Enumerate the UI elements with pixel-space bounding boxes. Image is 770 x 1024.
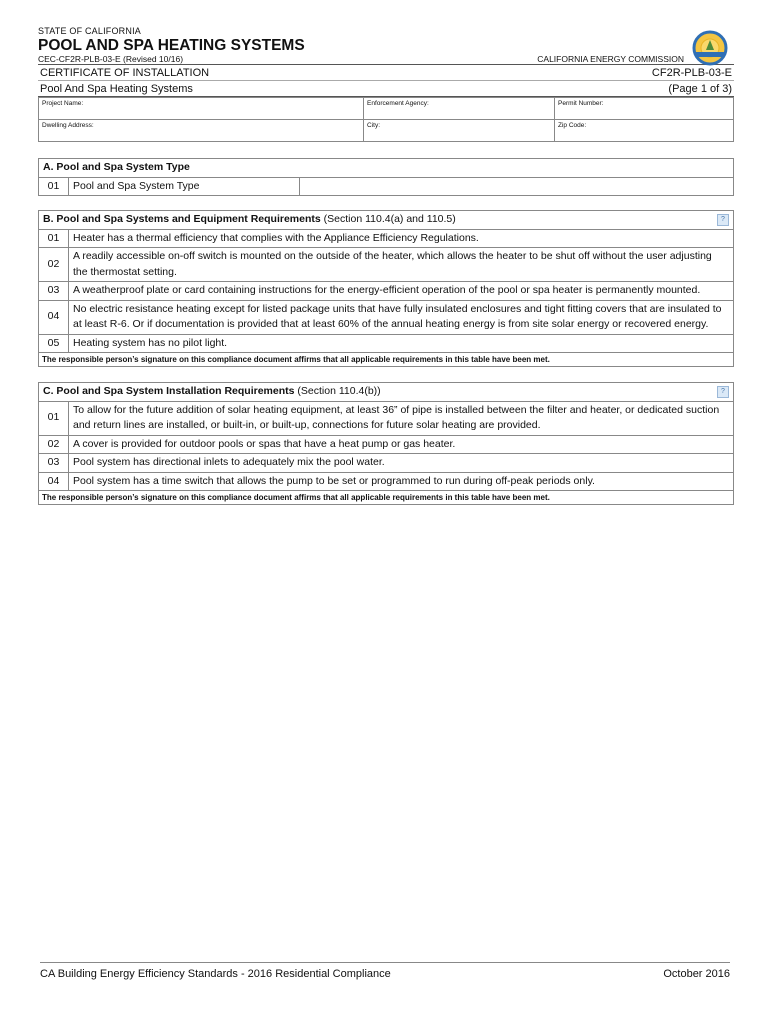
row-text: Pool and Spa System Type bbox=[69, 177, 300, 196]
project-info-table bbox=[38, 97, 734, 142]
row-number: 02 bbox=[39, 248, 69, 282]
section-b-table bbox=[38, 210, 734, 367]
row-text: To allow for the future addition of solar heating equipment, at least 36” of pipe is installed between the filter and heater, or dedicated suction and return lines are installed, or built-in, or built-up, connections for future solar heating are provided. bbox=[69, 401, 734, 435]
row-text: Heating system has no pilot light. bbox=[69, 334, 734, 353]
table-row bbox=[39, 177, 734, 196]
zip-code-field[interactable]: Zip Code: bbox=[555, 120, 734, 142]
form-id: CF2R-PLB-03-E bbox=[651, 67, 732, 79]
row-number: 01 bbox=[39, 401, 69, 435]
section-b-affirmation: The responsible person’s signature on this compliance document affirms that all applicable requirements in this table have been met. bbox=[39, 353, 734, 367]
table-row bbox=[39, 454, 734, 473]
table-row bbox=[39, 401, 734, 435]
help-icon[interactable]: ? bbox=[717, 214, 729, 226]
table-row bbox=[39, 435, 734, 454]
row-text: Heater has a thermal efficiency that complies with the Appliance Efficiency Regulations. bbox=[69, 229, 734, 248]
city-field[interactable]: City: bbox=[364, 120, 555, 142]
row-text: Pool system has a time switch that allows the pump to be set or programmed to run during off-peak periods only. bbox=[69, 472, 734, 491]
section-c-affirmation: The responsible person’s signature on this compliance document affirms that all applicable requirements in this table have been met. bbox=[39, 491, 734, 505]
row-text: A weatherproof plate or card containing instructions for the energy-efficient operation of the pool or spa heater is permanently mounted. bbox=[69, 282, 734, 301]
row-number: 03 bbox=[39, 454, 69, 473]
section-c-table bbox=[38, 382, 734, 505]
page-number: (Page 1 of 3) bbox=[668, 83, 732, 95]
row-number: 04 bbox=[39, 300, 69, 334]
cec-seal-icon bbox=[692, 30, 728, 66]
help-icon[interactable]: ? bbox=[717, 386, 729, 398]
form-code-row bbox=[38, 54, 734, 64]
footer-date: October 2016 bbox=[663, 968, 730, 980]
footer-standards: CA Building Energy Efficiency Standards - 2016 Residential Compliance bbox=[40, 968, 391, 980]
table-row bbox=[39, 282, 734, 301]
row-number: 02 bbox=[39, 435, 69, 454]
row-text: A cover is provided for outdoor pools or spas that have a heat pump or gas heater. bbox=[69, 435, 734, 454]
certificate-row bbox=[38, 64, 734, 80]
form-subtitle: Pool And Spa Heating Systems bbox=[40, 83, 193, 95]
page-footer bbox=[40, 962, 730, 980]
subtitle-row bbox=[38, 80, 734, 97]
row-number: 01 bbox=[39, 177, 69, 196]
row-text: A readily accessible on-off switch is mounted on the outside of the heater, which allows the heater to be shut off without the user adjusting the thermostat setting. bbox=[69, 248, 734, 282]
form-title: POOL AND SPA HEATING SYSTEMS bbox=[38, 37, 305, 54]
table-row bbox=[39, 334, 734, 353]
section-a-title: A. Pool and Spa System Type bbox=[39, 159, 734, 178]
project-name-field[interactable]: Project Name: bbox=[39, 98, 364, 120]
row-number: 05 bbox=[39, 334, 69, 353]
form-code: CEC-CF2R-PLB-03-E (Revised 10/16) bbox=[38, 54, 184, 64]
row-number: 01 bbox=[39, 229, 69, 248]
section-c-title: ? C. Pool and Spa System Installation Requirements (Section 110.4(b)) bbox=[39, 383, 734, 402]
form-page bbox=[38, 26, 734, 505]
row-number: 03 bbox=[39, 282, 69, 301]
section-a-table bbox=[38, 158, 734, 196]
agency-label: CALIFORNIA ENERGY COMMISSION bbox=[537, 54, 684, 64]
system-type-field[interactable] bbox=[300, 177, 734, 196]
dwelling-address-field[interactable]: Dwelling Address: bbox=[39, 120, 364, 142]
table-row bbox=[39, 229, 734, 248]
table-row bbox=[39, 472, 734, 491]
permit-number-field[interactable]: Permit Number: bbox=[555, 98, 734, 120]
state-label: STATE OF CALIFORNIA bbox=[38, 26, 141, 36]
certificate-label: CERTIFICATE OF INSTALLATION bbox=[40, 67, 210, 79]
row-text: No electric resistance heating except for listed package units that have fully insulated enclosures and tight fitting covers that are insulated to at least R-6. Or if documentation is provided that at least 60% of the annual heating energy is from site solar energy or recovered energy. bbox=[69, 300, 734, 334]
row-number: 04 bbox=[39, 472, 69, 491]
enforcement-agency-field[interactable]: Enforcement Agency: bbox=[364, 98, 555, 120]
table-row bbox=[39, 300, 734, 334]
row-text: Pool system has directional inlets to adequately mix the pool water. bbox=[69, 454, 734, 473]
section-b-title: ? B. Pool and Spa Systems and Equipment Requirements (Section 110.4(a) and 110.5) bbox=[39, 211, 734, 230]
table-row bbox=[39, 248, 734, 282]
